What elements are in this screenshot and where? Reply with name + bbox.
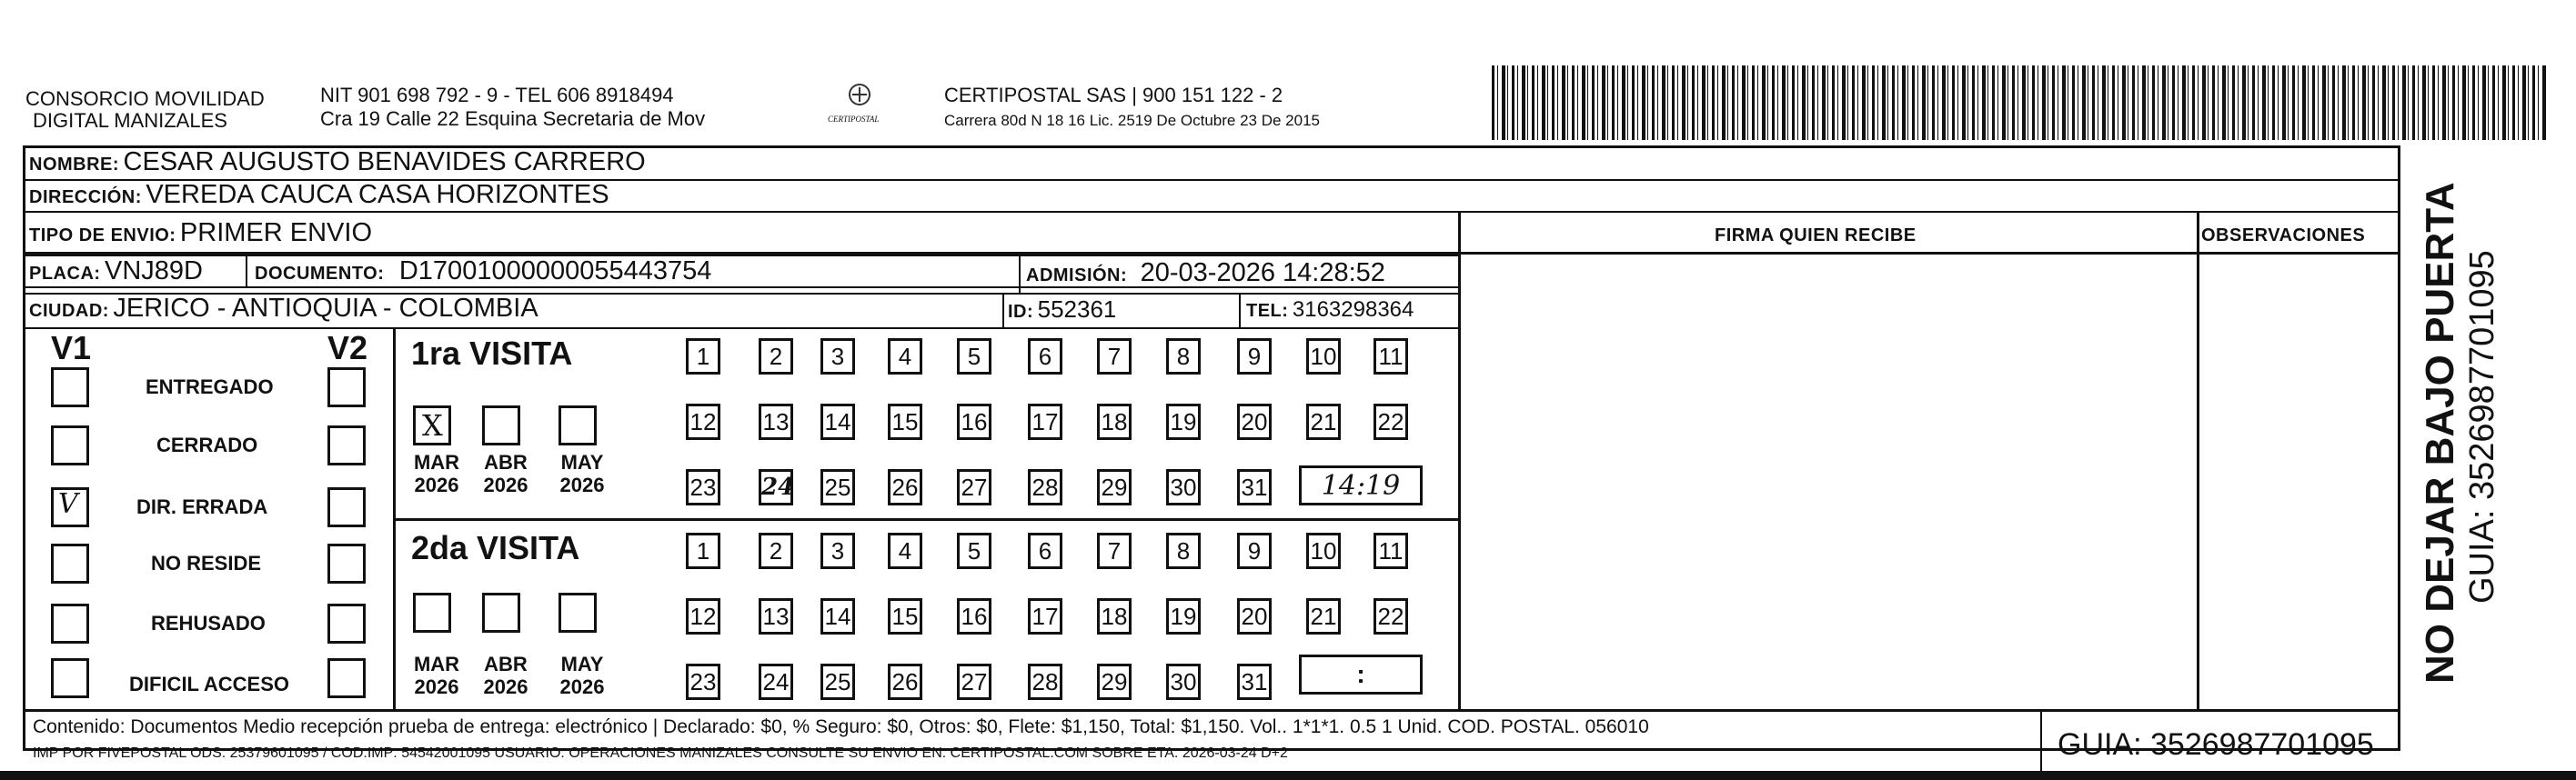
visit2-day-12[interactable]: 12 [686,598,720,635]
v1-label: V1 [51,329,92,366]
tipo-envio-label: TIPO DE ENVIO: [29,225,176,245]
tel-label: TEL: [1246,301,1289,321]
visit1-month-abr-checkbox[interactable] [482,405,520,445]
visit2-time-field[interactable]: : [1299,655,1423,695]
visit1-day-22[interactable]: 22 [1374,404,1408,440]
visit1-month-abr: ABR 2026 [483,451,528,496]
status-no-reside: NO RESIDE [151,552,262,575]
ciudad-field [29,294,538,324]
visit2-day-19[interactable]: 19 [1166,598,1201,635]
visit2-day-2[interactable]: 2 [759,533,793,569]
visit2-day-6[interactable]: 6 [1028,533,1062,569]
v2-entregado-checkbox[interactable] [327,367,366,407]
visit1-day-26[interactable]: 26 [888,469,922,505]
carrier-name: CERTIPOSTAL SAS | 900 151 122 - 2 [944,84,1283,106]
visit1-month-mar-mark: X [422,408,443,443]
visit2-day-9[interactable]: 9 [1237,533,1272,569]
side-warning: NO DEJAR BAJO PUERTA [2418,182,2462,684]
visit1-day-18[interactable]: 18 [1097,404,1132,440]
direccion-label: DIRECCIÓN: [29,187,142,207]
visit2-day-3[interactable]: 3 [820,533,855,569]
visit2-month-may-checkbox[interactable] [558,593,597,633]
visit2-day-5[interactable]: 5 [957,533,991,569]
direccion-row [29,180,609,210]
placa-label: PLACA: [29,264,101,284]
tel-value: 3163298364 [1292,297,1414,322]
visit1-day-21[interactable]: 21 [1306,404,1341,440]
visit2-day-7[interactable]: 7 [1097,533,1132,569]
visit2-day-29[interactable]: 29 [1097,664,1132,700]
visit1-month-mar: MAR 2026 [413,451,460,496]
visit2-month-may: MAY 2026 [559,653,605,698]
v1-dificil-acceso-checkbox[interactable] [51,658,89,698]
visit1-day-17[interactable]: 17 [1028,404,1062,440]
v2-no-reside-checkbox[interactable] [327,544,366,584]
status-cerrado: CERRADO [156,434,258,456]
visit1-day-10[interactable]: 10 [1306,338,1341,375]
visit1-day-4[interactable]: 4 [888,338,922,375]
visit2-day-28[interactable]: 28 [1028,664,1062,700]
ciudad-value: JERICO - ANTIOQUIA - COLOMBIA [113,294,538,323]
company-address: Cra 19 Calle 22 Esquina Secretaria de Mov [320,107,706,130]
visit1-day-1[interactable]: 1 [686,338,720,375]
placa-value: VNJ89D [105,256,203,285]
visit2-month-mar: MAR 2026 [413,653,460,698]
v1-no-reside-checkbox[interactable] [51,544,89,584]
form-frame [23,145,2400,751]
logo-caption: CERTIPOSTAL [828,115,880,124]
visit2-day-13[interactable]: 13 [759,598,793,635]
v2-rehusado-checkbox[interactable] [327,604,366,644]
visit1-day-20[interactable]: 20 [1237,404,1272,440]
visit2-day-21[interactable]: 21 [1306,598,1341,635]
visit1-day-30[interactable]: 30 [1166,469,1201,505]
visit1-day-6[interactable]: 6 [1028,338,1062,375]
footer-contenido: Contenido: Documentos Medio recepción prueba de entrega: electrónico | Declarado: $0, % Seguro: $0, Otros: $0, Flete: $1,150, Total: $1,150. Vol.. 1*1*1. 0.5 1 Unid. COD. POSTAL. 056010 [33,716,1649,737]
visit1-day-12[interactable]: 12 [686,404,720,440]
v2-cerrado-checkbox[interactable] [327,425,366,465]
visit2-day-17[interactable]: 17 [1028,598,1062,635]
documento-value: D17001000000055443754 [398,256,712,285]
v1-cerrado-checkbox[interactable] [51,425,89,465]
admision-field [1026,258,1385,288]
v1-dir-errada-checkbox[interactable] [51,487,89,527]
visit2-day-23[interactable]: 23 [686,664,720,700]
visit1-title: 1ra VISITA [411,335,573,372]
visit2-day-24[interactable]: 24 [759,664,793,700]
visit2-day-22[interactable]: 22 [1374,598,1408,635]
certipostal-logo [819,78,901,136]
side-guia: GUIA: 3526987701095 [2463,250,2501,604]
visit2-day-31[interactable]: 31 [1237,664,1272,700]
visit2-month-abr: ABR 2026 [483,653,528,698]
visit2-day-30[interactable]: 30 [1166,664,1201,700]
visit1-day-11[interactable]: 11 [1374,338,1408,375]
visit1-time-field[interactable]: 14:19 [1299,465,1423,505]
visit2-day-15[interactable]: 15 [888,598,922,635]
visit1-month-may-checkbox[interactable] [558,405,597,445]
barcode [1492,65,2547,140]
visit2-day-4[interactable]: 4 [888,533,922,569]
documento-label: DOCUMENTO: [255,264,385,284]
visit1-day-23[interactable]: 23 [686,469,720,505]
visit2-month-mar-checkbox[interactable] [413,593,451,633]
status-entregado: ENTREGADO [146,375,274,398]
visit2-day-11[interactable]: 11 [1374,533,1408,569]
firma-label: FIRMA QUIEN RECIBE [1715,225,1917,245]
status-rehusado: REHUSADO [151,612,266,635]
ciudad-label: CIUDAD: [29,301,109,321]
id-value: 552361 [1037,295,1117,323]
observaciones-label: OBSERVACIONES [2201,225,2366,245]
visit1-day-13[interactable]: 13 [759,404,793,440]
visit1-day-9[interactable]: 9 [1237,338,1272,375]
visit1-day-3[interactable]: 3 [820,338,855,375]
visit2-day-16[interactable]: 16 [957,598,991,635]
visit1-day-8[interactable]: 8 [1166,338,1201,375]
visit1-day-28[interactable]: 28 [1028,469,1062,505]
tipo-envio-value: PRIMER ENVIO [179,218,373,247]
visit1-day-19[interactable]: 19 [1166,404,1201,440]
visit1-day-27[interactable]: 27 [957,469,991,505]
visit1-day-24[interactable]: 24 [759,469,793,505]
visit1-day-7[interactable]: 7 [1097,338,1132,375]
placa-field [29,256,203,286]
visit2-day-27[interactable]: 27 [957,664,991,700]
visit1-day-2[interactable]: 2 [759,338,793,375]
admision-label: ADMISIÓN: [1026,265,1128,285]
visit2-day-20[interactable]: 20 [1237,598,1272,635]
visit1-day-25[interactable]: 25 [820,469,855,505]
company-name-line1: CONSORCIO MOVILIDAD [25,87,265,110]
nombre-label: NOMBRE: [29,155,120,175]
tipo-envio-row [29,218,372,248]
visit2-day-10[interactable]: 10 [1306,533,1341,569]
visit1-day-31[interactable]: 31 [1237,469,1272,505]
visit1-day-16[interactable]: 16 [957,404,991,440]
visit2-title: 2da VISITA [411,529,580,566]
tel-field [1246,297,1414,323]
company-nit: NIT 901 698 792 - 9 - TEL 606 8918494 [320,84,674,106]
visit1-day-14[interactable]: 14 [820,404,855,440]
v2-label: V2 [327,329,368,366]
visit2-day-18[interactable]: 18 [1097,598,1132,635]
v1-dir-errada-mark: V [58,488,78,520]
visit2-day-1[interactable]: 1 [686,533,720,569]
nombre-value: CESAR AUGUSTO BENAVIDES CARRERO [123,147,646,176]
admision-value: 20-03-2026 14:28:52 [1140,258,1385,287]
documento-field [255,256,711,286]
visit2-day-14[interactable]: 14 [820,598,855,635]
id-label: ID: [1008,302,1034,322]
visit1-month-may: MAY 2026 [559,451,605,496]
visit2-month-abr-checkbox[interactable] [482,593,520,633]
bottom-edge [0,771,2576,780]
direccion-value: VEREDA CAUCA CASA HORIZONTES [146,180,609,209]
status-dir-errada: DIR. ERRADA [136,495,268,518]
nombre-row [29,147,646,177]
company-name-line2: DIGITAL MANIZALES [33,109,227,132]
visit1-day-29[interactable]: 29 [1097,469,1132,505]
visit2-day-25[interactable]: 25 [820,664,855,700]
v2-dificil-acceso-checkbox[interactable] [327,658,366,698]
visit2-day-8[interactable]: 8 [1166,533,1201,569]
footer-imp-line: IMP POR FIVEPOSTAL ODS: 25379601095 / COD.IMP: 54542001095 USUARIO: OPERACIONES MANIZALES CONSULTE SU ENVIO EN: CERTIPOSTAL.COM SOBRE ETA: 2026-03-24 D+2 [33,745,1288,761]
visit2-day-26[interactable]: 26 [888,664,922,700]
carrier-address: Carrera 80d N 18 16 Lic. 2519 De Octubre 23 De 2015 [944,112,1320,129]
v1-entregado-checkbox[interactable] [51,367,89,407]
status-dificil-acceso: DIFICIL ACCESO [129,673,290,695]
visit1-day-15[interactable]: 15 [888,404,922,440]
visit1-month-mar-checkbox[interactable] [413,405,451,445]
id-field [1008,295,1116,324]
footer-guia: GUIA: 3526987701095 [2058,727,2374,762]
visit1-day-5[interactable]: 5 [957,338,991,375]
v1-rehusado-checkbox[interactable] [51,604,89,644]
v2-dir-errada-checkbox[interactable] [327,487,366,527]
